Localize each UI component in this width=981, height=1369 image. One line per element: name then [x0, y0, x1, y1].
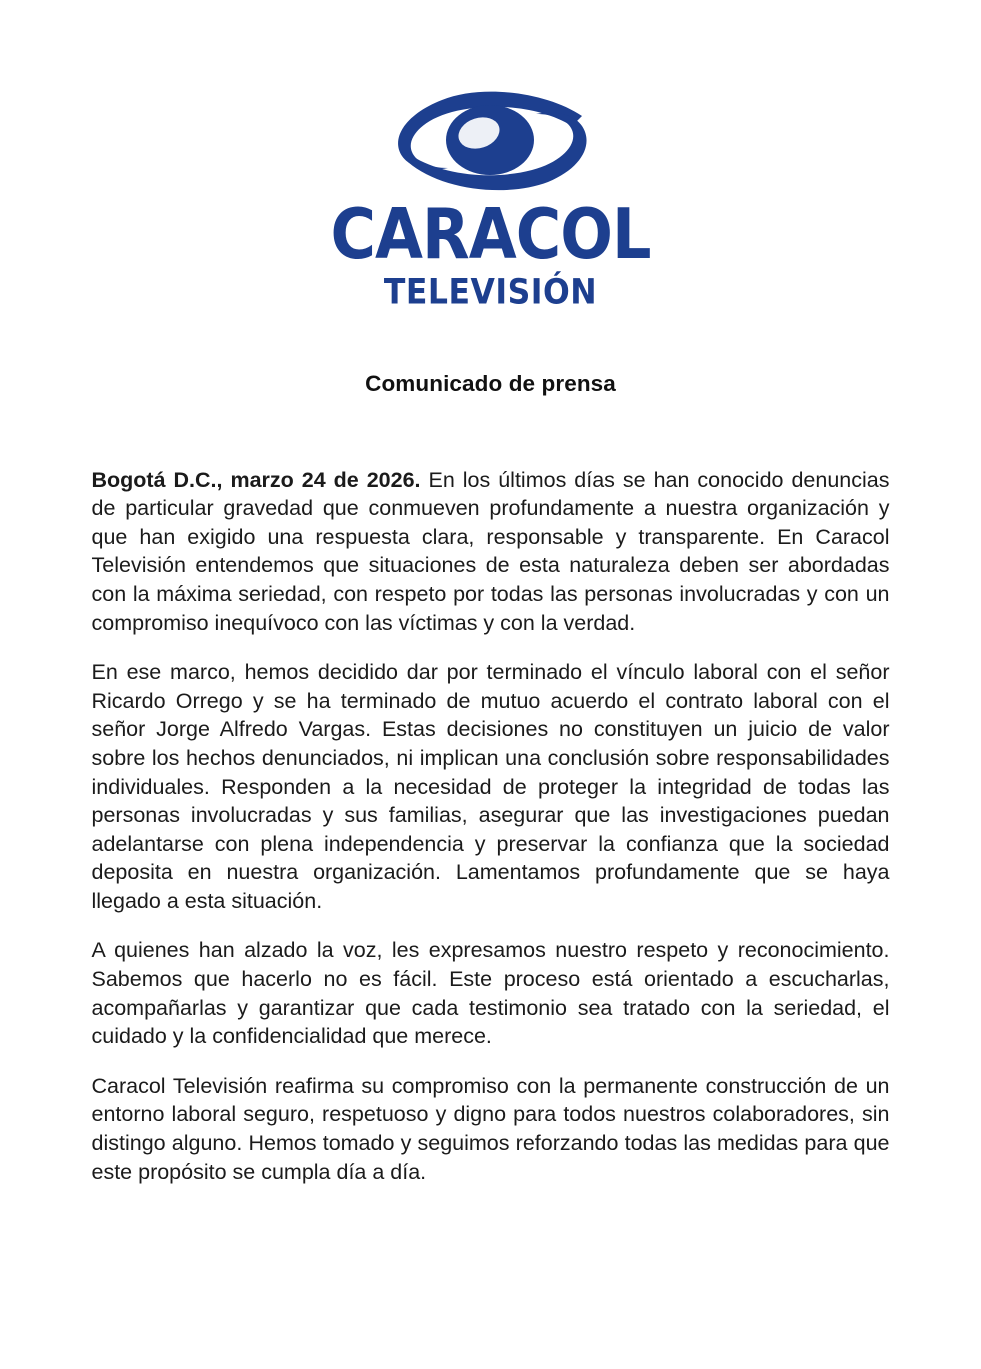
- dateline: Bogotá D.C., marzo 24 de 2026.: [91, 467, 421, 492]
- paragraph-1-text: En los últimos días se han conocido denuncias de particular gravedad que conmueven profundamente a nuestra organización y que han exigido una respuesta clara, responsable y transparente. En Caracol Televisión entendemos que situaciones de esta naturaleza deben ser abordadas con la máxima seriedad, con respeto por todas las personas involucradas y con un compromiso inequívoco con las víctimas y con la verdad.: [91, 467, 890, 635]
- brand-logo: [0, 0, 981, 313]
- paragraph-1: [92, 466, 890, 638]
- brand-wordmark: [330, 193, 651, 313]
- paragraph-2: En ese marco, hemos decidido dar por terminado el vínculo laboral con el señor Ricardo Orrego y se ha terminado de mutuo acuerdo el contrato laboral con el señor Jorge Alfredo Vargas. Estas decisiones no constituyen un juicio de valor sobre los hechos denunciados, ni implican una conclusión sobre responsabilidades individuales. Responden a la necesidad de proteger la integridad de todas las personas involucradas y sus familias, asegurar que las investigaciones puedan adelantarse con plena independencia y preservar la confianza que la sociedad deposita en nuestra organización. Lamentamos profundamente que se haya llegado a esta situación.: [91, 660, 890, 913]
- document-body: [92, 412, 890, 1187]
- brand-name-sub: TELEVISIÓN: [383, 272, 598, 313]
- page-title: Comunicado de prensa: [365, 370, 616, 396]
- paragraph-3: A quienes han alzado la voz, les expresamos nuestro respeto y reconocimiento. Sabemos que hacerlo no es fácil. Este proceso está orientado a escucharlas, acompañarlas y garantizar que cada testimonio sea tratado con la seriedad, el cuidado y la confidencialidad que merece.: [91, 938, 890, 1049]
- caracol-swirl-icon: [386, 86, 596, 196]
- brand-name-main: CARACOL: [330, 193, 651, 276]
- paragraph-4: Caracol Televisión reafirma su compromiso con la permanente construcción de un entorno laboral seguro, respetuoso y digno para todos nuestros colaboradores, sin distingo alguno. Hemos tomado y seguimos reforzando todas las medidas para que este propósito se cumpla día a día.: [91, 1073, 890, 1184]
